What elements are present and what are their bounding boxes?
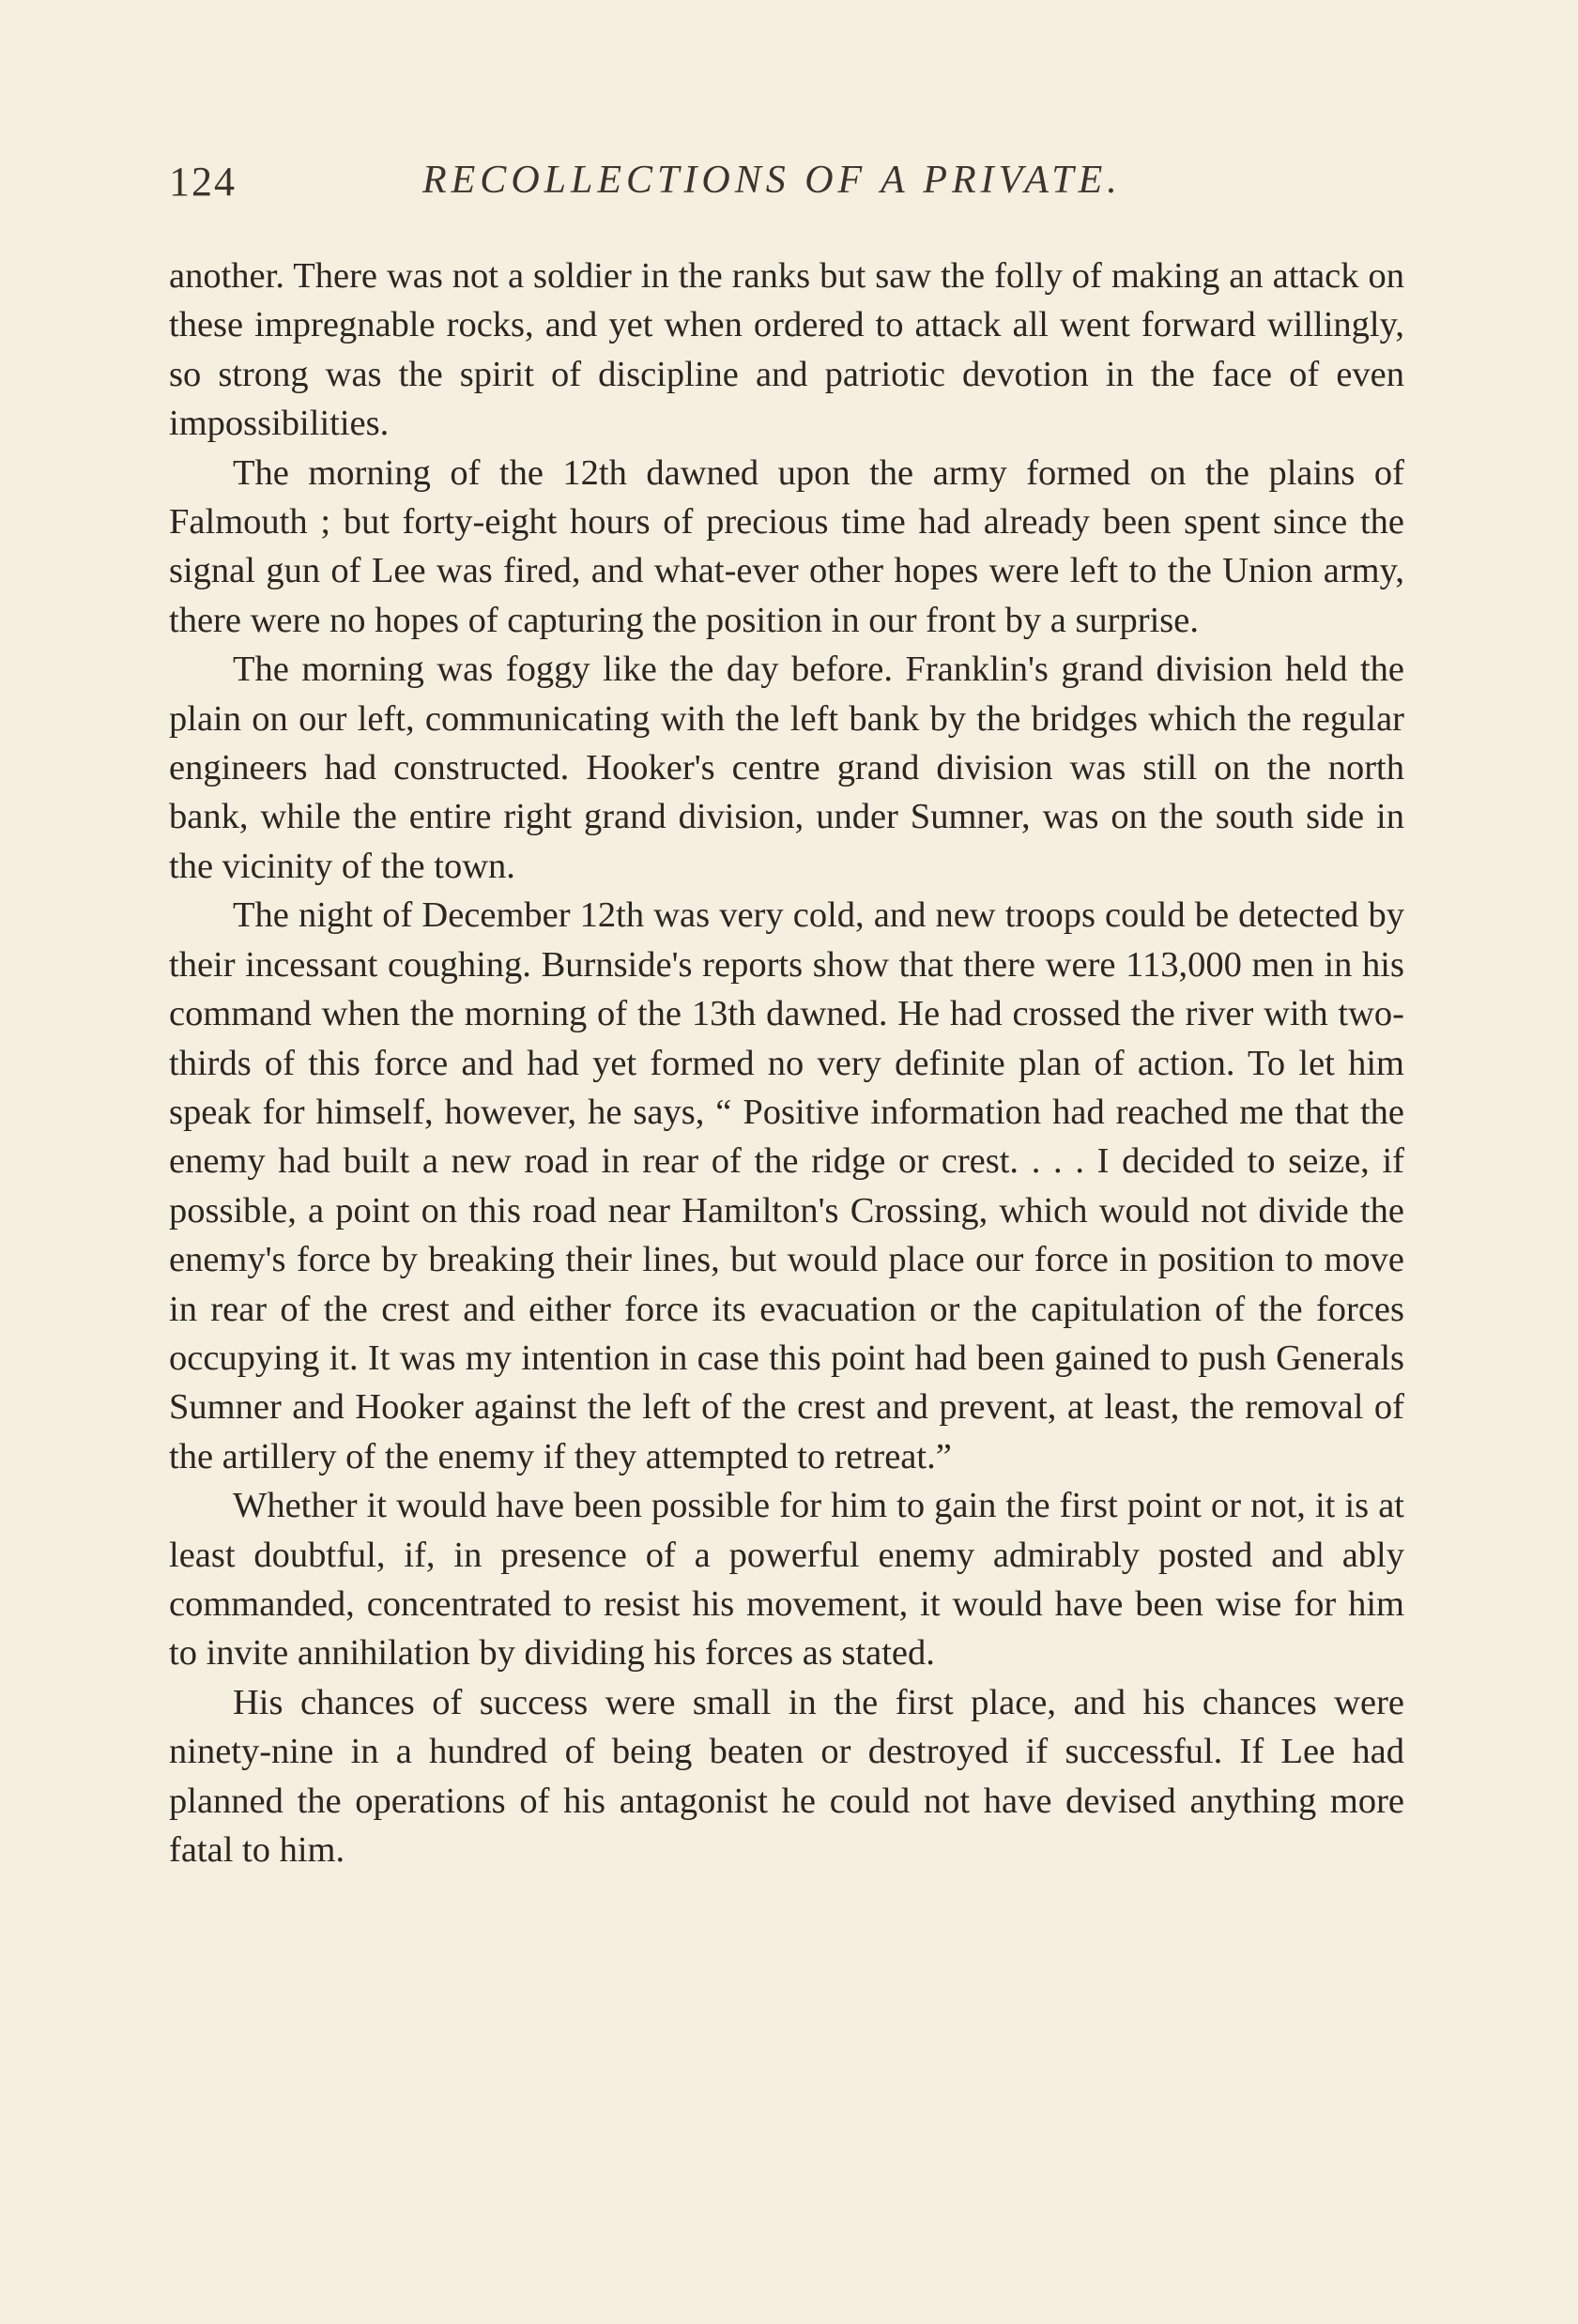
- paragraph-4: The night of December 12th was very cold, and new troops could be detected by their incessant coughing. Burnside's reports show that there were 113,000 men in his command when the morning of the 13th dawned. He had crossed the river with two-thirds of this force and had yet formed no very definite plan of action. To let him speak for himself, however, he says, “ Positive information had reached me that the enemy had built a new road in rear of the ridge or crest. . . . I decided to seize, if possible, a point on this road near Hamilton's Crossing, which would not divide the enemy's force by breaking their lines, but would place our force in position to move in rear of the crest and either force its evacuation or the capitulation of the forces occupying it. It was my intention in case this point had been gained to push Generals Sumner and Hooker against the left of the crest and prevent, at least, the removal of the artillery of the enemy if they attempted to retreat.”: [169, 895, 1404, 1476]
- running-title: RECOLLECTIONS OF A PRIVATE.: [422, 159, 1122, 202]
- paragraph-2: The morning of the 12th dawned upon the army formed on the plains of Falmouth ; but forty-eight hours of precious time had already been spent since the signal gun of Lee was fired, and what-ever other hopes were left to the Union army, there were no hopes of capturing the position in our front by a surprise.: [169, 452, 1404, 640]
- body-text: [169, 252, 1404, 1874]
- running-head: [169, 158, 1408, 214]
- paragraph-6: His chances of success were small in the first place, and his chances were ninety-nine in a hundred of being beaten or destroyed if successful. If Lee had planned the operations of his antagonist he could not have devised anything more fatal to him.: [169, 1682, 1404, 1870]
- paragraph-5: Whether it would have been possible for him to gain the first point or not, it is at least doubtful, if, in presence of a powerful enemy admirably posted and ably commanded, concentrated to resist his movement, it would have been wise for him to invite annihilation by dividing his forces as stated.: [169, 1486, 1404, 1674]
- paragraph-3: The morning was foggy like the day before. Franklin's grand division held the plain on our left, communicating with the left bank by the bridges which the regular engineers had constructed. Hooker's centre grand division was still on the north bank, while the entire right grand division, under Sumner, was on the south side in the vicinity of the town.: [169, 650, 1404, 886]
- paragraph-1: another. There was not a soldier in the ranks but saw the folly of making an attack on these impregnable rocks, and yet when ordered to attack all went forward willingly, so strong was the spirit of discipline and patriotic devotion in the face of even impossibilities.: [169, 256, 1404, 444]
- page-number: 124: [169, 159, 237, 205]
